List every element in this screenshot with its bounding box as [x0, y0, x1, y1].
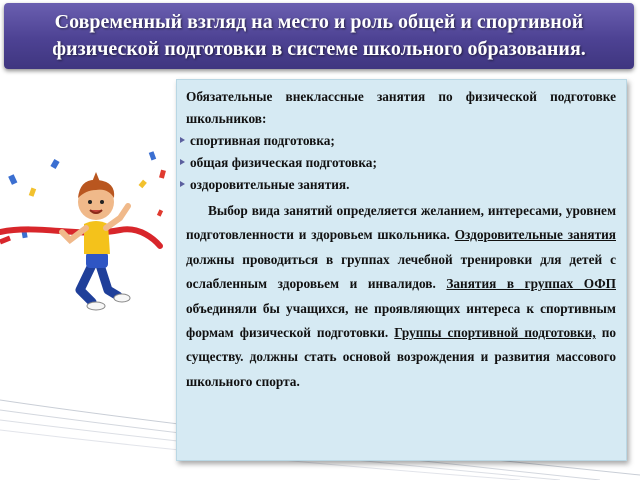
running-boy-illustration	[0, 140, 180, 340]
bullet-item: общая физическая подготовка;	[186, 152, 616, 174]
paragraph-text: объединяли бы учащихся, не проявляющих интереса к спортивным формам физической подготовки.	[186, 300, 616, 341]
paragraph-text: по существу. должны стать основой возрождения и развития массового школьного спорта.	[186, 325, 616, 389]
body-paragraph	[186, 199, 616, 394]
content-panel	[176, 79, 627, 461]
slide-title: Современный взгляд на место и роль общей и спортивной физической подготовки в системе школьного образования.	[52, 11, 586, 60]
bullet-item: спортивная подготовка;	[186, 130, 616, 152]
paragraph-text: должны проводиться в группах лечебной тренировки для детей с ослабленным здоровьем и инвалидов.	[186, 251, 616, 292]
paragraph-text: Выбор вида занятий определяется желанием, интересами, уровнем подготовленности и здоровьем школьника.	[186, 203, 616, 243]
underlined-term-health: Оздоровительные занятия	[454, 227, 616, 243]
bullet-item: оздоровительные занятия.	[186, 174, 616, 196]
lead-text: Обязательные внеклассные занятия по физической подготовке школьников:	[186, 89, 616, 126]
underlined-term-sport: Группы спортивной подготовки,	[394, 325, 596, 341]
slide-title-bar	[4, 3, 634, 69]
underlined-term-ofp: Занятия в группах ОФП	[446, 276, 617, 292]
